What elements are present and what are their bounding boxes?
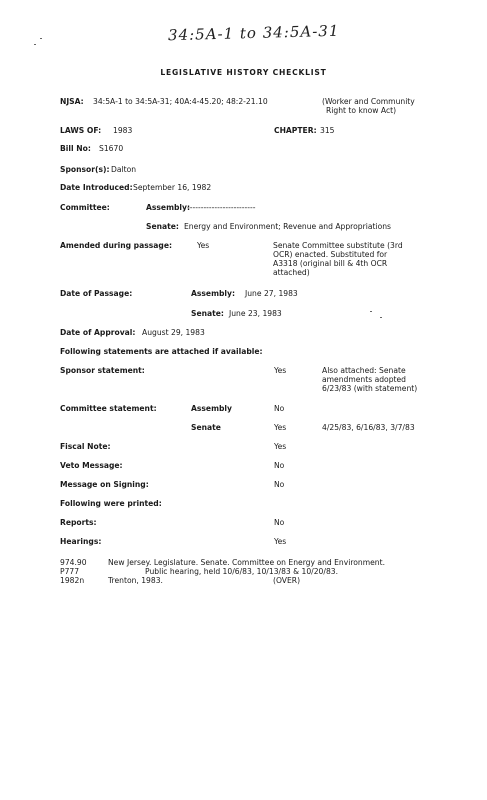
committee-label: Committee: xyxy=(60,203,110,212)
date-introduced-label: Date Introduced: xyxy=(60,183,133,192)
njsa-label: NJSA: xyxy=(60,97,84,106)
passage-senate-value: June 23, 1983 xyxy=(229,309,282,318)
scan-speck xyxy=(370,311,372,312)
amended-note-line2: OCR) enacted. Substituted for xyxy=(273,250,388,259)
laws-of-label: LAWS OF: xyxy=(60,126,102,135)
sponsors-label: Sponsor(s): xyxy=(60,165,110,174)
date-introduced-value: September 16, 1982 xyxy=(133,183,212,192)
passage-label: Date of Passage: xyxy=(60,289,133,298)
veto-message-value: No xyxy=(274,461,285,470)
veto-message-label: Veto Message: xyxy=(60,461,123,470)
scan-speck xyxy=(380,317,382,318)
citation-over: (OVER) xyxy=(273,576,301,585)
document-title: LEGISLATIVE HISTORY CHECKLIST xyxy=(160,68,327,77)
laws-of-value: 1983 xyxy=(113,126,133,135)
passage-senate-label: Senate: xyxy=(191,309,224,318)
committee-statement-assembly-label: Assembly xyxy=(191,404,232,413)
citation-line1: New Jersey. Legislature. Senate. Committee on Energy and Environment. xyxy=(108,558,386,567)
njsa-value: 34:5A-1 to 34:5A-31; 40A:4-45.20; 48:2-21.10 xyxy=(93,97,268,106)
committee-statement-assembly-value: No xyxy=(274,404,285,413)
committee-statement-senate-value: Yes xyxy=(274,423,287,432)
bill-no-label: Bill No: xyxy=(60,144,91,153)
amended-note-line3: A3318 (original bill & 4th OCR xyxy=(273,259,388,268)
amended-value: Yes xyxy=(197,241,210,250)
committee-statement-senate-note: 4/25/83, 6/16/83, 3/7/83 xyxy=(322,423,415,432)
citation-line3: Trenton, 1983. xyxy=(108,576,163,585)
hearings-label: Hearings: xyxy=(60,537,102,546)
reports-label: Reports: xyxy=(60,518,97,527)
amended-note-line4: attached) xyxy=(273,268,310,277)
approval-label: Date of Approval: xyxy=(60,328,136,337)
chapter-label: CHAPTER: xyxy=(274,126,317,135)
sponsor-statement-value: Yes xyxy=(274,366,287,375)
reports-value: No xyxy=(274,518,285,527)
passage-assembly-label: Assembly: xyxy=(191,289,236,298)
sponsor-statement-note-line2: amendments adopted xyxy=(322,375,406,384)
amended-label: Amended during passage: xyxy=(60,241,173,250)
approval-value: August 29, 1983 xyxy=(142,328,205,337)
scan-speck xyxy=(34,44,36,45)
amended-note-line1: Senate Committee substitute (3rd xyxy=(273,241,403,250)
committee-senate-label: Senate: xyxy=(146,222,179,231)
citation-code2: P777 xyxy=(60,567,80,576)
chapter-value: 315 xyxy=(320,126,335,135)
committee-statement-senate-label: Senate xyxy=(191,423,221,432)
attached-header: Following statements are attached if available: xyxy=(60,347,263,356)
printed-header: Following were printed: xyxy=(60,499,162,508)
fiscal-note-value: Yes xyxy=(274,442,287,451)
citation-code3: 1982n xyxy=(60,576,85,585)
citation-line2: Public hearing, held 10/6/83, 10/13/83 & 10/20/83. xyxy=(145,567,339,576)
committee-assembly-value: ------------------------- xyxy=(187,203,256,212)
committee-statement-label: Committee statement: xyxy=(60,404,157,413)
njsa-note-line2: Right to know Act) xyxy=(326,106,397,115)
citation-code1: 974.90 xyxy=(60,558,87,567)
handwritten-note: 34:5A-1 to 34:5A-31 xyxy=(167,21,340,45)
bill-no-value: S1670 xyxy=(99,144,124,153)
scan-speck xyxy=(40,38,42,39)
sponsor-statement-note-line1: Also attached: Senate xyxy=(322,366,406,375)
committee-senate-value: Energy and Environment; Revenue and Appropriations xyxy=(184,222,391,231)
hearings-value: Yes xyxy=(274,537,287,546)
message-on-signing-label: Message on Signing: xyxy=(60,480,149,489)
message-on-signing-value: No xyxy=(274,480,285,489)
committee-assembly-label: Assembly: xyxy=(146,203,191,212)
njsa-note-line1: (Worker and Community xyxy=(322,97,415,106)
sponsor-statement-note-line3: 6/23/83 (with statement) xyxy=(322,384,418,393)
sponsor-statement-label: Sponsor statement: xyxy=(60,366,145,375)
passage-assembly-value: June 27, 1983 xyxy=(245,289,298,298)
fiscal-note-label: Fiscal Note: xyxy=(60,442,111,451)
sponsors-value: Dalton xyxy=(111,165,137,174)
